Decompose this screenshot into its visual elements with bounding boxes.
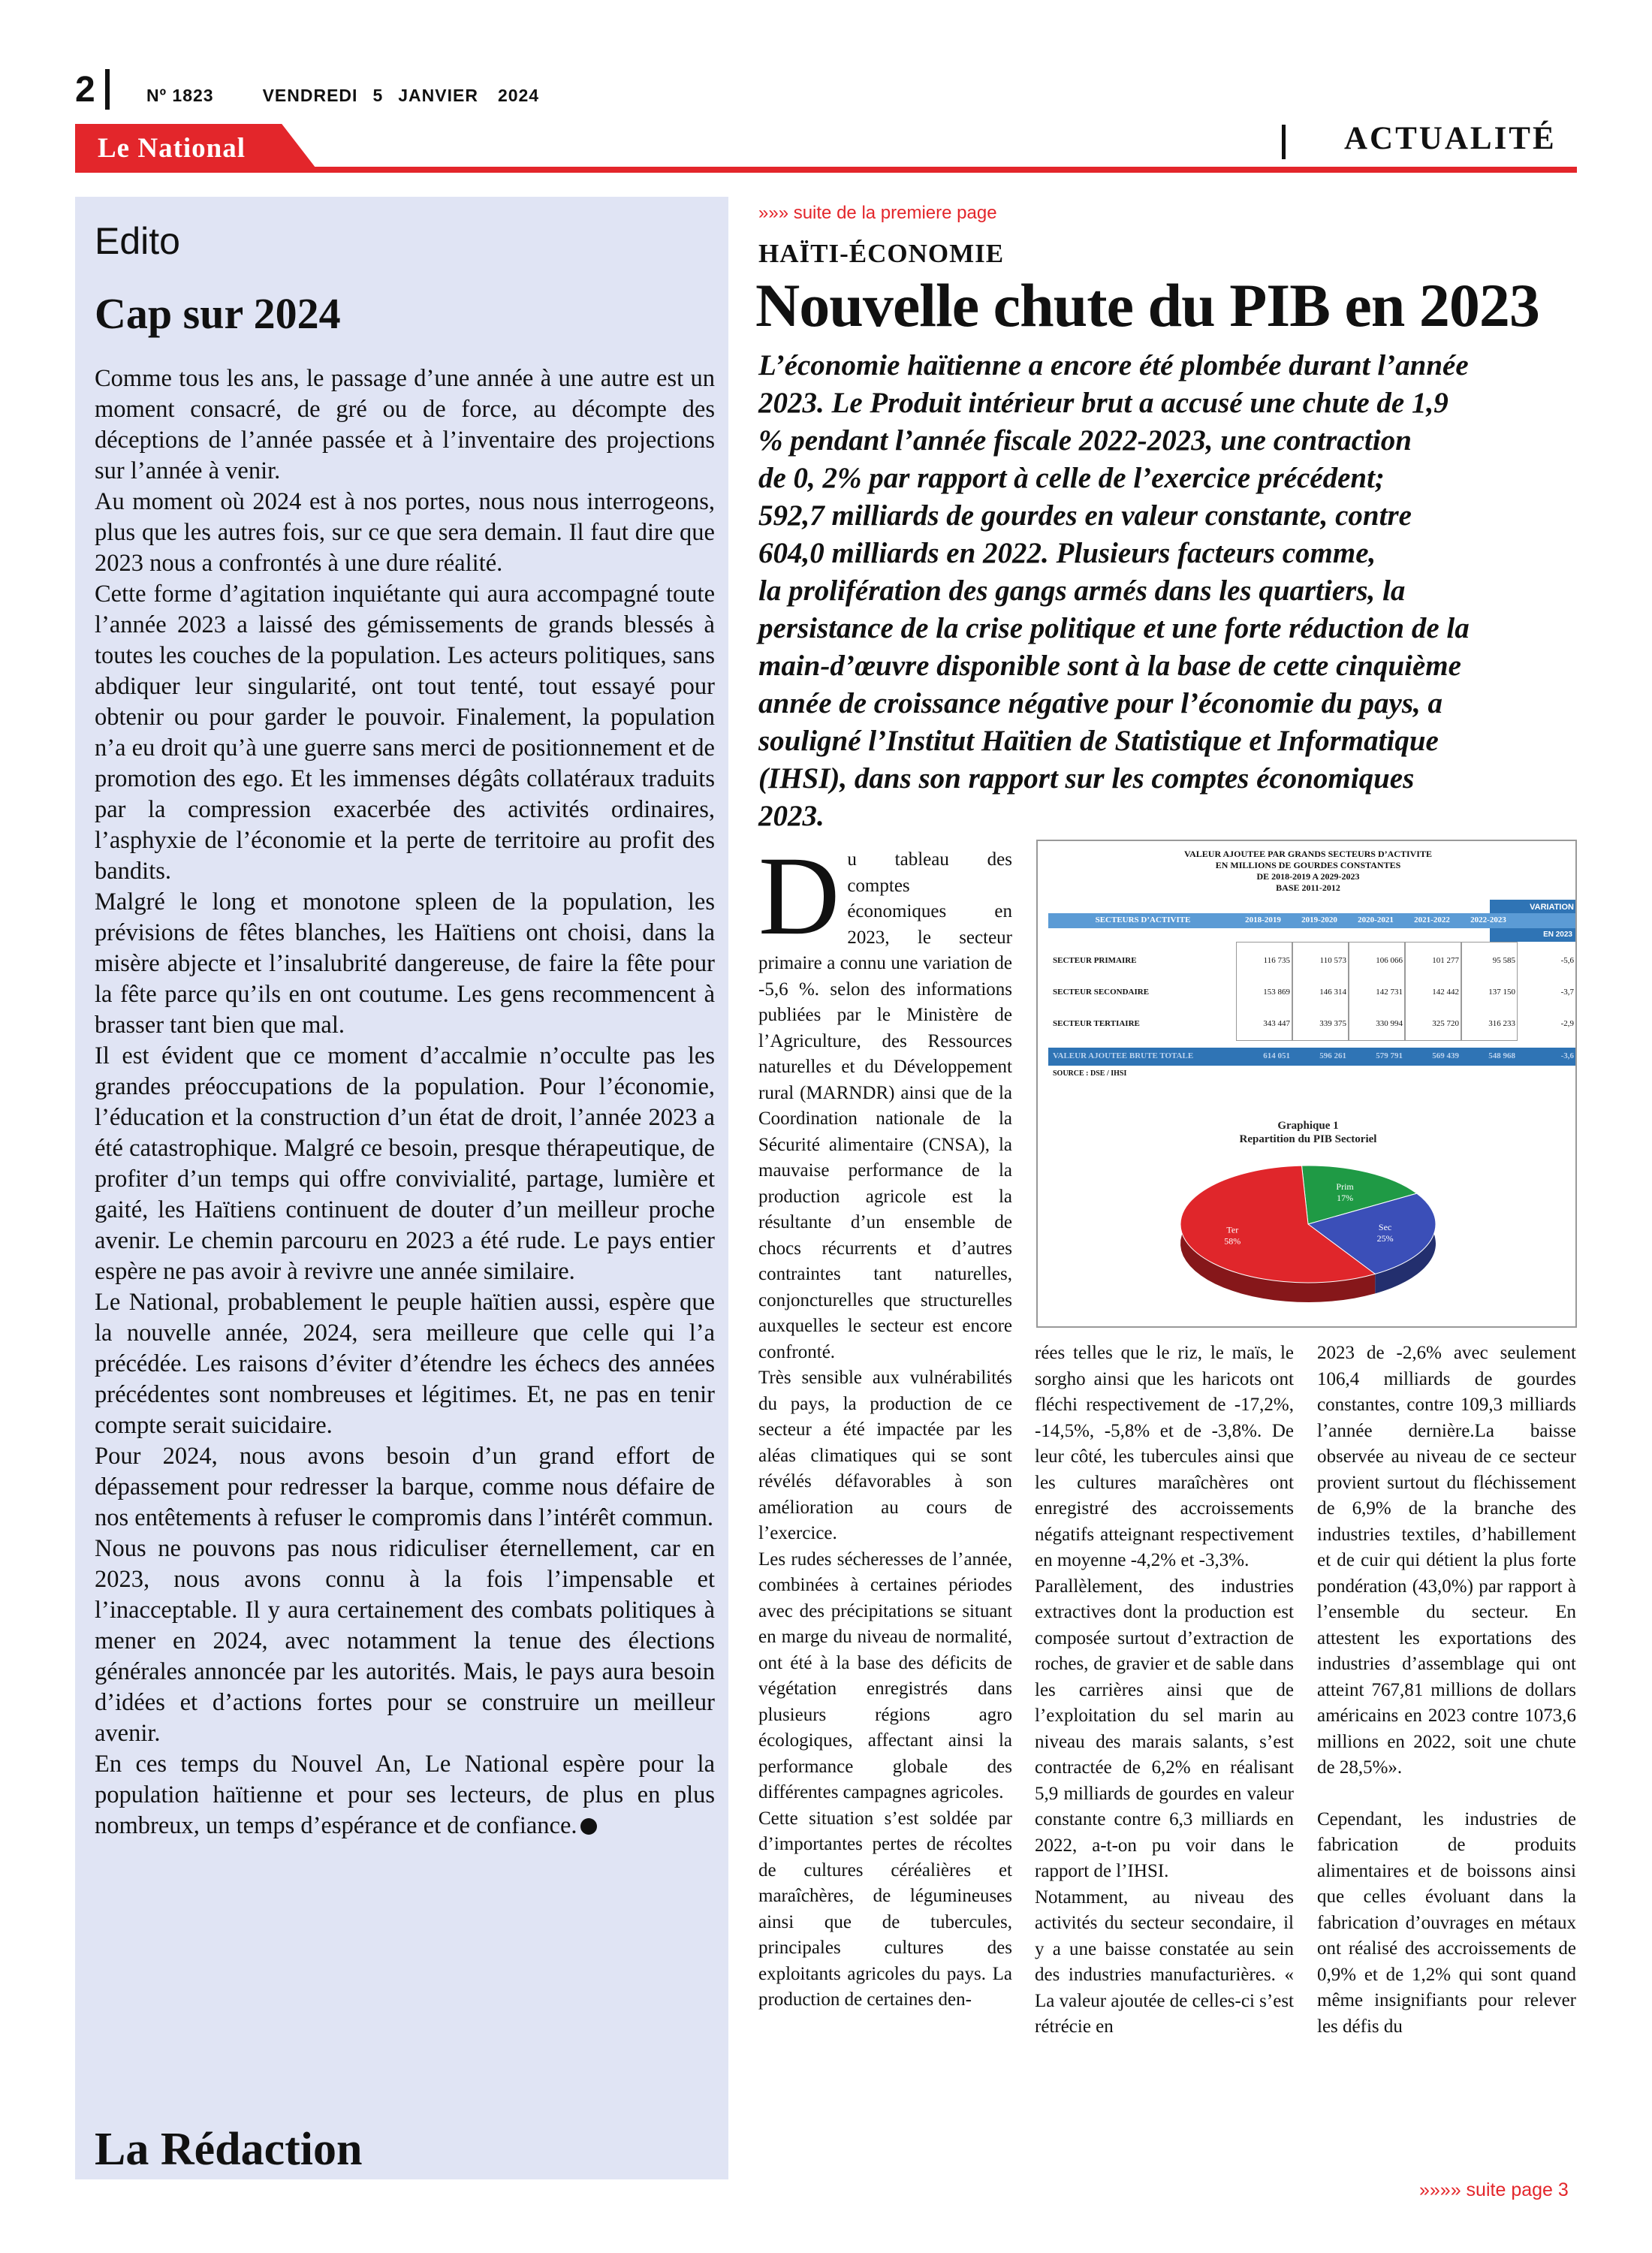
total-value: 579 791 bbox=[1376, 1051, 1403, 1060]
row-value: 101 277 bbox=[1432, 956, 1459, 965]
row-value: 316 233 bbox=[1488, 1019, 1515, 1028]
sector-pie-chart bbox=[1158, 1153, 1458, 1318]
lead-line: (IHSI), dans son rapport sur les comptes économiques bbox=[758, 762, 1415, 795]
pie-value-ter: 58% bbox=[1224, 1235, 1241, 1247]
table-header-year: 2022-2023 bbox=[1470, 915, 1506, 924]
variation-subheader: EN 2023 bbox=[1490, 928, 1575, 942]
edito-paragraph: Malgré le long et monotone spleen de la population, les prévisions de fêtes blanches, les Haïtiens ont choisi, dans la misère abjecte et l’insalubrité dangereuse, de faire la fête pour la fête parce qu’ils en ont coutume. Les gens recommencent à brasser tant bien que mal. bbox=[95, 888, 715, 1039]
table-header-row bbox=[1048, 913, 1575, 928]
table-title bbox=[1038, 849, 1578, 894]
table-row bbox=[1048, 1017, 1575, 1032]
table-header-year: 2018-2019 bbox=[1245, 915, 1281, 924]
table-header-year: 2019-2020 bbox=[1301, 915, 1337, 924]
table-row bbox=[1048, 985, 1575, 1000]
row-label: SECTEUR SECONDAIRE bbox=[1053, 988, 1150, 997]
drop-cap: D bbox=[758, 834, 840, 958]
row-label: SECTEUR PRIMAIRE bbox=[1053, 956, 1137, 965]
table-title-line: EN MILLIONS DE GOURDES CONSTANTES bbox=[1215, 860, 1401, 870]
row-value: 153 869 bbox=[1263, 988, 1290, 997]
pie-slices bbox=[1180, 1166, 1436, 1283]
article-paragraph: 2023 de -2,6% avec seulement 106,4 milliards de gourdes constantes, contre 109,3 milliards l’année dernière.La baisse observée au niveau de ce secteur provient surtout du fléchissement de 6,9% de la branche des industries textiles, d’habillement et de cuir qui détient la plus forte pondération (43,0%) par rapport à l’ensemble du secteur. En attestent les exportations des industries d’assemblage qui ont atteint 767,81 millions de dollars américains en 2023 contre 1073,6 millions en 2022, soit une chute de 28,5%». bbox=[1317, 1343, 1576, 1778]
edito-paragraph: Il est évident que ce moment d’accalmie n’occulte pas les grandes préoccupations de la population. Pour l’économie, l’éducation et la construction d’un état de droit, l’année 2023 a été catastrophique. Malgré ce besoin, presque thérapeutique, de profiter d’un temps qui offre convivialité, partage, lumière et gaité, les Haïtiens continuent de douter d’un meilleur proche avenir. Le chemin parcouru en 2023 a été rude. Le pays entier espère ne pas avoir à revivre une année similaire. bbox=[95, 1042, 715, 1285]
article-column-2 bbox=[1035, 1341, 1294, 2040]
section-label: ACTUALITÉ bbox=[1344, 121, 1557, 156]
table-header-year: 2021-2022 bbox=[1414, 915, 1450, 924]
statistics-figure bbox=[1036, 840, 1577, 1328]
row-value: 137 150 bbox=[1488, 988, 1515, 997]
lead-line: la prolifération des gangs armés dans les quartiers, la bbox=[758, 575, 1406, 607]
article-kicker: HAÏTI-ÉCONOMIE bbox=[758, 239, 1005, 268]
article-lead bbox=[758, 347, 1577, 835]
edito-paragraph: Pour 2024, nous avons besoin d’un grand effort de dépassement pour redresser la barque, comme nous défaire de nos entêtements à refuser le compromis dans l’intérêt commun. bbox=[95, 1443, 715, 1531]
lead-line: année de croissance négative pour l’économie du pays, a bbox=[758, 687, 1442, 719]
article-paragraph bbox=[758, 834, 1012, 1365]
row-variation: -3,7 bbox=[1560, 988, 1574, 997]
article-paragraph: Les rudes sécheresses de l’année, combinées à certaines périodes avec des précipitations se situant en marge du niveau de normalité, ont été à la base des déficits de végétation enregistrés dans plusieurs régions agro écologiques, affectant ainsi la performance globale des différentes campagnes agricoles. bbox=[758, 1549, 1012, 1802]
lead-line: 592,7 milliards de gourdes en valeur constante, contre bbox=[758, 499, 1412, 532]
total-value: 569 439 bbox=[1432, 1051, 1459, 1060]
article-headline: Nouvelle chute du PIB en 2023 bbox=[755, 271, 1539, 339]
article-column-3 bbox=[1317, 1341, 1576, 2040]
table-title-line: BASE 2011-2012 bbox=[1276, 882, 1340, 893]
lead-line: % pendant l’année fiscale 2022-2023, une contraction bbox=[758, 424, 1412, 457]
row-variation: -5,6 bbox=[1560, 956, 1574, 965]
page-header bbox=[0, 0, 1652, 173]
page-number-divider bbox=[105, 69, 110, 110]
article-paragraph-text: u tableau des comptes économiques en 2023, le secteur primaire a connu une variation de -5,6 %. selon des informations publiées par le Ministère de l’Agriculture, des Ressources naturelles et du Développement rural (MARNDR) ainsi que de la Coordination nationale de la Sécurité alimentaire (CNSA), la mauvaise performance de la production agricole est la résultante d’un ensemble de chocs récurrents et d’autres contraintes tant naturelles, conjoncturelles que structurelles auxquelles le secteur est encore confronté. bbox=[758, 849, 1012, 1362]
row-value: 95 585 bbox=[1492, 956, 1515, 965]
table-total-row bbox=[1048, 1048, 1575, 1066]
issue-weekday: VENDREDI bbox=[262, 86, 358, 105]
article-paragraph: Notamment, au niveau des activités du secteur secondaire, il y a une baisse constatée au sein des industries manufacturières. « La valeur ajoutée de celles-ci s’est rétrécie en bbox=[1035, 1887, 1294, 2037]
row-value: 106 066 bbox=[1376, 956, 1403, 965]
pie-value-sec: 25% bbox=[1376, 1233, 1394, 1244]
variation-header-label: VARIATION bbox=[1530, 903, 1574, 912]
issue-year: 2024 bbox=[497, 86, 540, 105]
issue-month: JANVIER bbox=[398, 86, 478, 105]
edito-paragraph: Le National, probablement le peuple haïtien aussi, espère que la nouvelle année, 2024, sera meilleure que celle qui l’a précédée. Les raisons d’éviter d’étendre les échecs des années précédentes sont nombreuses et légitimes. Et, ne pas en tenir compte serait suicidaire. bbox=[95, 1289, 715, 1439]
total-value: 596 261 bbox=[1319, 1051, 1346, 1060]
issue-day: 5 bbox=[372, 86, 384, 105]
row-value: 116 735 bbox=[1263, 956, 1290, 965]
table-title-line: DE 2018-2019 A 2029-2023 bbox=[1256, 871, 1360, 882]
table-title-line: VALEUR AJOUTEE PAR GRANDS SECTEURS D’ACTIVITE bbox=[1184, 849, 1432, 859]
pie-label-sec: Sec bbox=[1378, 1222, 1392, 1233]
edito-paragraph-last bbox=[95, 1749, 715, 1841]
publication-logo[interactable]: Le National bbox=[98, 133, 246, 164]
edito-paragraph: Nous ne pouvons pas nous ridiculiser éternellement, car en 2023, nous avons connu à la fois l’impensable et l’inacceptable. Il y aura certainement des combats politiques à mener en 2024, avec notamment la tenue des élections générales annoncée par les autorités. Mais, le pays aura besoin d’idées et d’actions fortes pour se construire un meilleur avenir. bbox=[95, 1535, 715, 1747]
issue-line bbox=[146, 86, 539, 106]
edito-title: Cap sur 2024 bbox=[95, 289, 341, 338]
lead-line: 604,0 milliards en 2022. Plusieurs facteurs comme, bbox=[758, 537, 1376, 569]
issue-number: Nº 1823 bbox=[146, 86, 214, 105]
row-value: 330 994 bbox=[1376, 1019, 1403, 1028]
edito-paragraph: Comme tous les ans, le passage d’une année à une autre est un moment consacré, de gré ou de force, au décompte des déceptions de l’année passée et à l’inventaire des projections sur l’année à venir. bbox=[95, 365, 715, 484]
header-rule bbox=[75, 167, 1577, 173]
total-label: VALEUR AJOUTEE BRUTE TOTALE bbox=[1053, 1051, 1194, 1060]
pie-label-ter: Ter bbox=[1226, 1224, 1239, 1235]
end-mark-icon bbox=[580, 1818, 597, 1835]
table-header-year: 2020-2021 bbox=[1358, 915, 1394, 924]
row-variation: -2,9 bbox=[1560, 1019, 1574, 1028]
article-paragraph: Très sensible aux vulnérabilités du pays, la production de ce secteur a été impactée par les aléas climatiques qui se sont révélés défavorables à son amélioration au cours de l’exercice. bbox=[758, 1368, 1012, 1543]
lead-line: 2023. Le Produit intérieur brut a accusé une chute de 1,9 bbox=[758, 387, 1449, 419]
row-value: 142 442 bbox=[1432, 988, 1459, 997]
row-value: 325 720 bbox=[1432, 1019, 1459, 1028]
chart-subtitle: Repartition du PIB Sectoriel bbox=[1239, 1133, 1377, 1145]
total-value: 548 968 bbox=[1488, 1051, 1515, 1060]
row-value: 339 375 bbox=[1319, 1019, 1346, 1028]
edito-paragraph: Au moment où 2024 est à nos portes, nous nous interrogeons, plus que les autres fois, sur ce que sera demain. Il faut dire que 2023 nous a confrontés à une dure réalité. bbox=[95, 488, 715, 577]
table-header-label: SECTEURS D’ACTIVITE bbox=[1095, 915, 1191, 924]
paragraph-spacer bbox=[1317, 1781, 1576, 1807]
article-paragraph: Cette situation s’est soldée par d’importantes pertes de récoltes de cultures céréalières et maraîchères, de légumineuses ainsi que de tubercules, principales cultures des exploitants agricoles du pays. La production de certaines den- bbox=[758, 1808, 1012, 2010]
article-paragraph: Parallèlement, des industries extractives dont la production est composée surtout d’extraction de roches, de gravier et de sable dans les carrières ainsi que de l’exploitation du sel marin au niveau des marais salants, s’est contractée de 6,2% en réalisant 5,9 milliards de gourdes en valeur constante contre 6,3 milliards en 2022, a-t-on pu voir dans le rapport de l’IHSI. bbox=[1035, 1576, 1294, 1881]
row-label: SECTEUR TERTIAIRE bbox=[1053, 1019, 1140, 1028]
table-source: SOURCE : DSE / IHSI bbox=[1053, 1069, 1127, 1078]
lead-line: persistance de la crise politique et une forte réduction de la bbox=[758, 612, 1470, 644]
pie-label-prim: Prim bbox=[1336, 1181, 1354, 1193]
total-value: 614 051 bbox=[1263, 1051, 1290, 1060]
section-divider bbox=[1282, 125, 1286, 159]
chart-title-line: Graphique 1 bbox=[1277, 1120, 1339, 1132]
lead-line: souligné l’Institut Haïtien de Statistique et Informatique bbox=[758, 725, 1439, 757]
edito-body bbox=[95, 363, 715, 1841]
edito-paragraph: Cette forme d’agitation inquiétante qui aura accompagné toute l’année 2023 a laissé des gémissements de grands blessés à toutes les couches de la population. Les acteurs politiques, sans abdiquer leur singularité, ont tout tenté, tout essayé pour obtenir ou pour garder le pouvoir. Finalement, la population n’a eu droit qu’à une guerre sans merci de positionnement et de promotion des ego. Et les immenses dégâts collatéraux traduits par la compression exacerbée des activités ordinaires, l’asphyxie de l’économie et la perte de territoire au profit des bandits. bbox=[95, 581, 715, 885]
lead-line: 2023. bbox=[758, 800, 824, 832]
lead-line: main-d’œuvre disponible sont à la base de cette cinquième bbox=[758, 650, 1461, 682]
continued-to-link[interactable]: »»»» suite page 3 bbox=[1419, 2179, 1569, 2200]
edito-column bbox=[75, 197, 728, 2179]
row-value: 110 573 bbox=[1319, 956, 1346, 965]
row-value: 343 447 bbox=[1263, 1019, 1290, 1028]
pie-value-prim: 17% bbox=[1337, 1193, 1354, 1204]
lead-line: de 0, 2% par rapport à celle de l’exercice précédent; bbox=[758, 462, 1385, 494]
chart-title bbox=[1038, 1119, 1578, 1146]
table-row bbox=[1048, 954, 1575, 969]
edito-kicker: Edito bbox=[95, 220, 180, 262]
article-paragraph: rées telles que le riz, le maïs, le sorgho ainsi que les haricots ont fléchi respectivement de -17,2%, -14,5%, -5,8% et de -3,8%. De leur côté, les tubercules ainsi que les cultures maraîchères ont enregistré des accroissements négatifs atteignant respectivement en moyenne -4,2% et -3,3%. bbox=[1035, 1343, 1294, 1570]
edito-paragraph-text: En ces temps du Nouvel An, Le National espère pour la population haïtienne et pour ses lecteurs, de plus en plus nombreux, un temps d’espérance et de confiance. bbox=[95, 1751, 715, 1839]
article-paragraph: Cependant, les industries de fabrication de produits alimentaires et de boissons ainsi que celles évoluant dans la fabrication d’ouvrages en métaux ont réalisé des accroissements de 0,9% et de 1,2% qui sont quand même insignifiants pour relever les défis du bbox=[1317, 1808, 1576, 2037]
edito-signature: La Rédaction bbox=[95, 2124, 363, 2175]
total-variation: -3,6 bbox=[1560, 1051, 1574, 1060]
lead-line: L’économie haïtienne a encore été plombée durant l’année bbox=[758, 349, 1469, 382]
article-column-1 bbox=[758, 834, 1012, 2013]
page-number: 2 bbox=[75, 70, 95, 110]
row-value: 146 314 bbox=[1319, 988, 1346, 997]
continued-from-link[interactable]: »»» suite de la premiere page bbox=[758, 203, 997, 223]
row-value: 142 731 bbox=[1376, 988, 1403, 997]
